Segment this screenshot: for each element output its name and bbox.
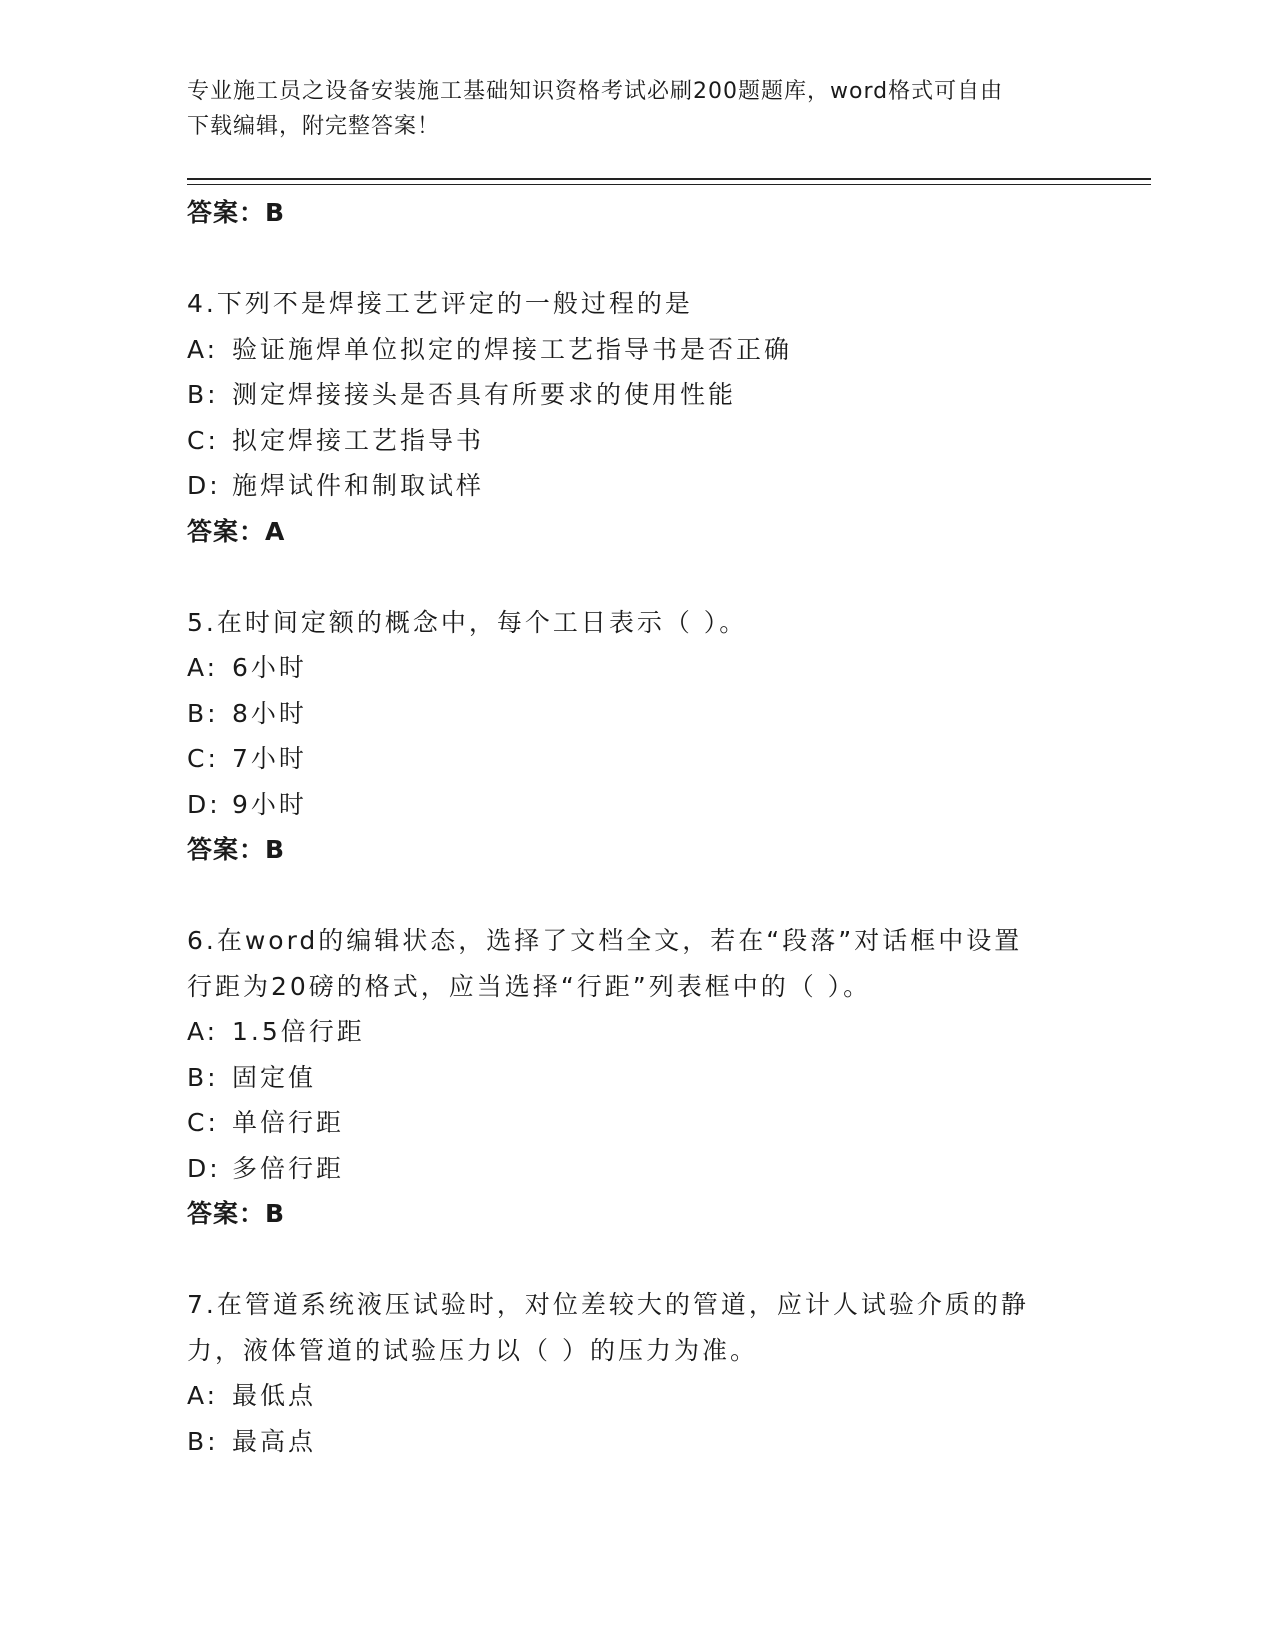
- option-key: D:: [187, 471, 221, 500]
- answer-option: [187, 1419, 1147, 1465]
- option-text: 验证施焊单位拟定的焊接工艺指导书是否正确: [232, 334, 793, 364]
- option-text: 1.5倍行距: [232, 1017, 365, 1046]
- option-text: 拟定焊接工艺指导书: [232, 425, 485, 455]
- option-key: B:: [187, 1062, 219, 1092]
- option-text: 6小时: [232, 653, 307, 682]
- option-key: B:: [187, 1426, 219, 1456]
- answer-option: [187, 1100, 1147, 1146]
- question-block: [187, 918, 1147, 1237]
- option-text: 施焊试件和制取试样: [232, 471, 485, 500]
- option-text: 最高点: [232, 1426, 317, 1456]
- answer-option: [187, 1373, 1147, 1419]
- question-stem-line: 行距为20磅的格式，应当选择“行距”列表框中的（ ）。: [187, 971, 872, 1001]
- option-key: D:: [187, 1153, 221, 1183]
- option-key: A:: [187, 1381, 219, 1410]
- answer-option: [187, 372, 1147, 418]
- option-text: 固定值: [232, 1062, 317, 1092]
- option-key: C:: [187, 744, 219, 773]
- answer-line: 答案：B: [187, 835, 286, 864]
- option-text: 最低点: [232, 1381, 317, 1410]
- answer-line: 答案：B: [187, 1199, 286, 1228]
- option-text: 测定焊接接头是否具有所要求的使用性能: [232, 380, 737, 409]
- answer-option: [187, 691, 1147, 737]
- answer-option: [187, 327, 1147, 373]
- answer-option: [187, 645, 1147, 691]
- option-key: C:: [187, 1108, 219, 1137]
- option-key: A:: [187, 334, 219, 364]
- answer-option: [187, 1009, 1147, 1055]
- document-header: [187, 74, 1087, 144]
- answer-line: 答案：A: [187, 516, 286, 546]
- question-stem-line: 4.下列不是焊接工艺评定的一般过程的是: [187, 289, 693, 318]
- question-block: [187, 281, 1147, 554]
- option-text: 单倍行距: [232, 1108, 345, 1137]
- header-line-1: 专业施工员之设备安装施工基础知识资格考试必刷200题题库，word格式可自由: [187, 79, 1004, 104]
- question-stem-line: 力，液体管道的试验压力以（ ）的压力为准。: [187, 1335, 758, 1365]
- question-stem-line: 5.在时间定额的概念中，每个工日表示（ ）。: [187, 607, 748, 637]
- option-text: 7小时: [232, 744, 307, 773]
- header-line-2: 下载编辑，附完整答案！: [187, 114, 441, 139]
- question-block: [187, 600, 1147, 873]
- question-stem-line: 6.在word的编辑状态，选择了文档全文，若在“段落”对话框中设置: [187, 926, 1023, 955]
- option-key: C:: [187, 425, 219, 455]
- question-spacer: [187, 1237, 1147, 1283]
- question-spacer: [187, 873, 1147, 919]
- option-key: A:: [187, 653, 219, 682]
- question-stem-line: 7.在管道系统液压试验时，对位差较大的管道，应计人试验介质的静: [187, 1290, 1029, 1319]
- option-text: 8小时: [232, 698, 307, 728]
- option-key: B:: [187, 380, 219, 409]
- question-block: [187, 1282, 1147, 1464]
- option-key: D:: [187, 789, 221, 819]
- header-divider-thin: [187, 184, 1151, 185]
- option-key: A:: [187, 1017, 219, 1046]
- answer-option: [187, 736, 1147, 782]
- answer-line: 答案：B: [187, 198, 286, 227]
- option-text: 多倍行距: [232, 1153, 345, 1183]
- answer-option: [187, 782, 1147, 828]
- option-key: B:: [187, 698, 219, 728]
- question-list: [187, 190, 1147, 1464]
- answer-option: [187, 418, 1147, 464]
- option-text: 9小时: [232, 789, 307, 819]
- answer-option: [187, 463, 1147, 509]
- header-divider-thick: [187, 178, 1151, 180]
- question-spacer: [187, 236, 1147, 282]
- question-spacer: [187, 554, 1147, 600]
- answer-option: [187, 1055, 1147, 1101]
- answer-option: [187, 1146, 1147, 1192]
